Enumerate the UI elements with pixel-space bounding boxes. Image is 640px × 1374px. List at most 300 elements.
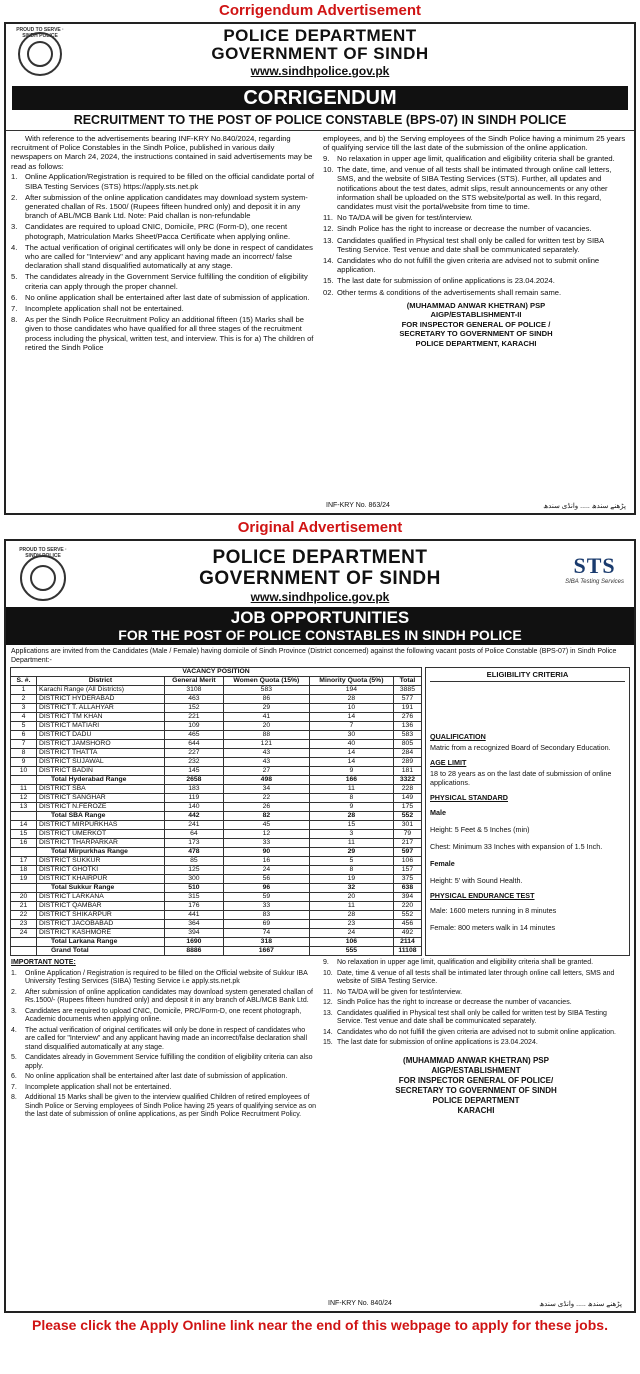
item-number: 13. xyxy=(323,1009,333,1017)
list-item xyxy=(323,236,629,254)
table-cell: 289 xyxy=(393,758,421,767)
table-cell: 109 xyxy=(165,722,224,731)
table-cell: 15 xyxy=(11,830,37,839)
table-cell: 442 xyxy=(165,812,224,821)
table-cell: DISTRICT JAMSHORO xyxy=(37,740,165,749)
list-item xyxy=(323,165,629,211)
table-cell: 9 xyxy=(11,758,37,767)
job-heading: JOB OPPORTUNITIES xyxy=(230,608,410,627)
male-label: Male xyxy=(430,808,446,817)
signature-line: POLICE DEPARTMENT, KARACHI xyxy=(415,338,537,348)
sts-logo-text: STS xyxy=(573,553,616,578)
item-number: 12. xyxy=(323,224,334,234)
table-cell: 82 xyxy=(223,812,309,821)
table-cell: DISTRICT SUKKUR xyxy=(37,857,165,866)
table-cell: 241 xyxy=(165,821,224,830)
table-cell: 41 xyxy=(223,713,309,722)
signature-line: FOR INSPECTOR GENERAL OF POLICE / xyxy=(401,319,551,329)
item-text: Candidates already in Government Service fulfilling the condition of eligibility criteria can also apply. xyxy=(25,1054,313,1070)
table-row xyxy=(11,929,422,938)
table-row xyxy=(11,704,422,713)
item-text: The last date for submission of online applications is 23.04.2024. xyxy=(337,1039,538,1046)
table-row xyxy=(11,947,422,956)
table-cell: 583 xyxy=(393,731,421,740)
signature-line: AIGP/ESTABLISHMENT-II xyxy=(430,310,522,320)
table-row xyxy=(11,749,422,758)
item-text: Candidates who do not fulfill the given criteria are advised not to submit online application. xyxy=(337,255,600,275)
table-cell: 5 xyxy=(309,857,393,866)
table-cell: 106 xyxy=(393,857,421,866)
table-cell: 11 xyxy=(11,785,37,794)
table-cell: 157 xyxy=(393,866,421,875)
chest-text: Chest: Minimum 33 Inches with expansion of 1.5 Inch. xyxy=(430,842,603,851)
list-item xyxy=(11,315,317,352)
table-cell: 227 xyxy=(165,749,224,758)
list-item xyxy=(323,276,629,285)
item-text: Candidates are required to upload CNIC, Domicile, PRC/Form-D, one recent photograph, Academic documents when applying online. xyxy=(25,1007,302,1023)
original-header xyxy=(6,541,634,607)
item-number: 7. xyxy=(11,303,18,313)
table-cell xyxy=(11,848,37,857)
website-link[interactable]: www.sindhpolice.gov.pk xyxy=(250,590,390,604)
table-cell: 13 xyxy=(11,803,37,812)
list-item xyxy=(11,243,317,271)
table-cell: 1690 xyxy=(165,938,224,947)
table-cell: 16 xyxy=(11,839,37,848)
item-text: Sindh Police has the right to increase or decrease the number of vacancies. xyxy=(337,224,592,234)
item-text: Sindh Police has the right to increase or decrease the number of vacancies. xyxy=(337,999,572,1006)
table-cell: 638 xyxy=(393,884,421,893)
signature-line: (MUHAMMAD ANWAR KHETRAN) PSP xyxy=(406,300,546,310)
table-cell: 23 xyxy=(309,920,393,929)
qualification-text: Matric from a recognized Board of Secondary Education. xyxy=(430,743,611,752)
table-row xyxy=(11,776,422,785)
list-item xyxy=(11,172,317,190)
list-item xyxy=(323,213,629,222)
item-number: 10. xyxy=(323,969,333,977)
item-text: As per the Sindh Police Recruitment Policy an additional fifteen (15) Marks shall be given to those candidates who have qualified for all three stages of the recruitment process including the physical, written test, and interview. This is for a) The children of retired the Sindh Police xyxy=(25,315,314,352)
item-text: No online application shall be entertained after last date of submission of application. xyxy=(25,1073,288,1080)
website-link[interactable]: www.sindhpolice.gov.pk xyxy=(250,64,390,78)
department-name: POLICE DEPARTMENT xyxy=(212,547,428,568)
table-cell: 14 xyxy=(309,713,393,722)
table-row xyxy=(11,830,422,839)
table-cell: Total SBA Range xyxy=(37,812,165,821)
table-cell: 3885 xyxy=(393,686,421,695)
notes-items-right xyxy=(323,959,629,1048)
table-cell: 2114 xyxy=(393,938,421,947)
table-cell: DISTRICT DADU xyxy=(37,731,165,740)
table-row xyxy=(11,785,422,794)
table-cell: 34 xyxy=(223,785,309,794)
item-number: 6. xyxy=(11,1073,17,1080)
vacancy-table xyxy=(10,667,422,956)
table-cell: 478 xyxy=(165,848,224,857)
corrigendum-urdu-note: پڑھنے سندھ ..... وانڈی سندھ xyxy=(543,503,626,510)
list-item xyxy=(11,1027,317,1053)
table-cell: 86 xyxy=(223,695,309,704)
job-subheading: FOR THE POST OF POLICE CONSTABLES IN SINDH POLICE xyxy=(118,627,522,643)
notes-right-column xyxy=(323,959,629,1122)
table-cell: 175 xyxy=(393,803,421,812)
original-signature xyxy=(323,1056,629,1116)
table-cell: 301 xyxy=(393,821,421,830)
item-number: 15. xyxy=(323,1039,333,1046)
list-item xyxy=(323,989,629,998)
table-cell: 19 xyxy=(11,875,37,884)
list-item xyxy=(11,1084,317,1093)
table-cell: 64 xyxy=(165,830,224,839)
table-cell: DISTRICT THATTA xyxy=(37,749,165,758)
table-row xyxy=(11,848,422,857)
table-cell: 11 xyxy=(309,839,393,848)
sts-logo xyxy=(565,553,624,585)
item-number: 3. xyxy=(11,1007,17,1015)
table-cell: DISTRICT UMERKOT xyxy=(37,830,165,839)
table-cell: 20 xyxy=(309,893,393,902)
item-text: Incomplete application shall not be entertained. xyxy=(25,1083,172,1091)
table-cell: DISTRICT THARPARKAR xyxy=(37,839,165,848)
table-cell: 33 xyxy=(223,902,309,911)
table-cell: Total Sukkur Range xyxy=(37,884,165,893)
table-cell: DISTRICT TM KHAN xyxy=(37,713,165,722)
notes-items-left xyxy=(11,970,317,1120)
list-item xyxy=(11,193,317,221)
corrigendum-items-left xyxy=(11,172,317,352)
list-item xyxy=(11,989,317,1006)
table-cell: 300 xyxy=(165,875,224,884)
item-number: 9. xyxy=(323,959,329,966)
table-cell: 88 xyxy=(223,731,309,740)
table-cell: 492 xyxy=(393,929,421,938)
item-text: The actual verification of original certificates will only be done in respect of candidates who are called for "Interview" and any applicant having made an incorrect/false declaration shall stand disqualified automatically at any stage. xyxy=(25,1026,308,1051)
table-cell: Karachi Range (All Districts) xyxy=(37,686,165,695)
item-number: 4. xyxy=(11,1026,17,1034)
table-row xyxy=(11,731,422,740)
table-cell: DISTRICT SHIKARPUR xyxy=(37,911,165,920)
item-number: 1. xyxy=(11,172,18,182)
column-header: Women Quota (15%) xyxy=(223,677,309,686)
signature-line: SECRETARY TO GOVERNMENT OF SINDH xyxy=(399,329,553,339)
item-text: The last date for submission of online applications is 23.04.2024. xyxy=(337,276,555,286)
table-cell: 8886 xyxy=(165,947,224,956)
table-cell: 12 xyxy=(223,830,309,839)
table-cell: 83 xyxy=(223,911,309,920)
table-cell: 1 xyxy=(11,686,37,695)
table-cell: DISTRICT MIRPURKHAS xyxy=(37,821,165,830)
table-cell: 10 xyxy=(11,767,37,776)
table-cell: 69 xyxy=(223,920,309,929)
item-text: Candidates are required to upload CNIC, Domicile, PRC (Form-D), one recent photograph, Matriculation Marks Sheet/Pacca Certificate when applying online. xyxy=(25,222,291,241)
list-item xyxy=(11,1094,317,1120)
seal-caption: PROUD TO SERVE · SINDH POLICE xyxy=(19,547,67,559)
table-cell: DISTRICT BADIN xyxy=(37,767,165,776)
corrigendum-header xyxy=(6,24,634,86)
table-cell: DISTRICT KASHMORE xyxy=(37,929,165,938)
list-item xyxy=(323,1039,629,1048)
table-cell: 17 xyxy=(11,857,37,866)
table-cell: 136 xyxy=(393,722,421,731)
table-cell: Total Mirpurkhas Range xyxy=(37,848,165,857)
item-number: 6. xyxy=(11,292,18,302)
table-cell: 220 xyxy=(393,902,421,911)
job-heading-block xyxy=(6,607,634,645)
table-cell: 10 xyxy=(309,704,393,713)
table-cell: 74 xyxy=(223,929,309,938)
table-cell: 3 xyxy=(11,704,37,713)
vacancy-table-title: VACANCY POSITION xyxy=(11,668,422,677)
table-cell xyxy=(11,938,37,947)
table-cell: 125 xyxy=(165,866,224,875)
table-cell: 15 xyxy=(309,821,393,830)
table-cell: 45 xyxy=(223,821,309,830)
table-cell: 217 xyxy=(393,839,421,848)
signature-line: (MUHAMMAD ANWAR KHETRAN) PSP xyxy=(403,1055,549,1065)
table-cell: 152 xyxy=(165,704,224,713)
item-text: The date, time, and venue of all tests shall be intimated through online call letters, SMS, and the website of SIBA Testing Services (STS). Further, all updates and notifications about the test dates, admit slips, result announcements or any other information shall be uploaded on the STS website/portal as well. In this regard, candidates must visit the portal/website from time to time. xyxy=(337,165,612,211)
table-cell: 14 xyxy=(11,821,37,830)
list-item xyxy=(323,256,629,274)
item-number: 1. xyxy=(11,969,17,977)
table-cell: 805 xyxy=(393,740,421,749)
list-item xyxy=(11,970,317,987)
table-row xyxy=(11,857,422,866)
table-cell: Grand Total xyxy=(37,947,165,956)
table-cell: 21 xyxy=(11,902,37,911)
table-cell: DISTRICT HYDERABAD xyxy=(37,695,165,704)
table-cell: Total Larkana Range xyxy=(37,938,165,947)
list-item xyxy=(323,1010,629,1027)
table-cell: 16 xyxy=(223,857,309,866)
list-item xyxy=(11,222,317,240)
corrigendum-ref: INF-KRY No. 863/24 xyxy=(326,502,390,509)
item-text: The candidates already in the Government Service fulfilling the condition of eligibility criteria can apply through the proper channel. xyxy=(25,272,308,291)
female-height-text: Height: 5' with Sound Health. xyxy=(430,876,523,885)
list-item xyxy=(323,999,629,1008)
table-cell: DISTRICT KHAIRPUR xyxy=(37,875,165,884)
table-cell: 79 xyxy=(393,830,421,839)
table-cell: 29 xyxy=(223,704,309,713)
table-cell: 552 xyxy=(393,911,421,920)
apply-online-banner: Please click the Apply Online link near the end of this webpage to apply for these jobs. xyxy=(32,1317,608,1333)
original-advertisement xyxy=(4,539,636,1313)
table-row xyxy=(11,902,422,911)
table-row xyxy=(11,839,422,848)
table-cell: 14 xyxy=(309,749,393,758)
item-number: 12. xyxy=(323,999,333,1006)
corrigendum-advertisement xyxy=(4,22,636,515)
item-text: Incomplete application shall not be entertained. xyxy=(25,303,184,313)
corrigendum-items-right xyxy=(323,154,629,297)
corrigendum-heading: CORRIGENDUM xyxy=(12,86,628,110)
table-cell: 441 xyxy=(165,911,224,920)
table-cell: 149 xyxy=(393,794,421,803)
item-text: Candidates who do not fulfill the given criteria are advised not to submit online application. xyxy=(337,1028,616,1036)
table-cell: 284 xyxy=(393,749,421,758)
table-cell: 3 xyxy=(309,830,393,839)
item-text: No TA/DA will be given for test/interview. xyxy=(337,213,473,223)
item-number: 5. xyxy=(11,272,18,282)
vacancy-table-header xyxy=(11,677,422,686)
corrigendum-subheading: RECRUITMENT TO THE POST OF POLICE CONSTABLE (BPS-07) IN SINDH POLICE xyxy=(6,112,634,131)
table-cell: 456 xyxy=(393,920,421,929)
original-banner: Original Advertisement xyxy=(237,519,403,536)
item-number: 3. xyxy=(11,222,18,232)
table-cell: 3322 xyxy=(393,776,421,785)
table-cell: 28 xyxy=(309,695,393,704)
table-cell: 29 xyxy=(309,848,393,857)
table-cell: 11 xyxy=(309,785,393,794)
male-height-text: Height: 5 Feet & 5 Inches (min) xyxy=(430,825,530,834)
table-cell: 463 xyxy=(165,695,224,704)
table-cell: 20 xyxy=(223,722,309,731)
female-endurance-text: Female: 800 meters walk in 14 minutes xyxy=(430,923,556,932)
item-number: 5. xyxy=(11,1054,17,1061)
table-cell: 173 xyxy=(165,839,224,848)
table-cell: 7 xyxy=(309,722,393,731)
item-number: 11. xyxy=(323,213,333,223)
qualification-heading: QUALIFICATION xyxy=(430,732,486,741)
table-cell: 364 xyxy=(165,920,224,929)
table-cell: 22 xyxy=(11,911,37,920)
table-row xyxy=(11,821,422,830)
column-header: General Merit xyxy=(165,677,224,686)
signature-line: AIGP/ESTABLISHMENT xyxy=(431,1065,521,1075)
item-number: 7. xyxy=(11,1083,17,1091)
table-cell: 5 xyxy=(11,722,37,731)
list-item xyxy=(323,970,629,987)
table-cell: DISTRICT MATIARI xyxy=(37,722,165,731)
item-number: 9. xyxy=(323,153,330,163)
table-cell: 24 xyxy=(223,866,309,875)
table-cell: 24 xyxy=(11,929,37,938)
item-number: 8. xyxy=(11,315,18,325)
table-cell: 232 xyxy=(165,758,224,767)
table-cell: 27 xyxy=(223,767,309,776)
signature-line: POLICE DEPARTMENT xyxy=(432,1095,520,1105)
table-row xyxy=(11,767,422,776)
item-text: The actual verification of original certificates will only be done in respect of candidates who are called for "Interview" and any applicant having made an incorrect/ false declaration shall stand disqualified automatically at any stage. xyxy=(25,242,313,271)
corrigendum-continuation: employees, and b) the Serving employees of the Sindh Police having a minimum 25 years of qualifying service till the last date of the submission of the online application. xyxy=(323,134,626,153)
list-item xyxy=(11,304,317,313)
table-row xyxy=(11,884,422,893)
table-cell: 2 xyxy=(11,695,37,704)
table-row xyxy=(11,812,422,821)
corrigendum-intro: With reference to the advertisements bearing INF-KRY No.840/2024, regarding recruitment of Police Constables in the Sindh Police, published in various daily newspapers on March 24, 2024, the instructions contained in said advertisements may be read as follows: xyxy=(11,134,313,171)
table-cell: 23 xyxy=(11,920,37,929)
column-header: Minority Quota (5%) xyxy=(309,677,393,686)
notes-left-column xyxy=(11,959,317,1122)
signature-line: KARACHI xyxy=(457,1105,495,1115)
sts-caption: SIBA Testing Services xyxy=(565,579,624,585)
eligibility-title: ELIGIBILITY CRITERIA xyxy=(430,670,625,682)
table-cell: DISTRICT QAMBAR xyxy=(37,902,165,911)
item-number: 8. xyxy=(11,1094,17,1101)
table-cell: DISTRICT GHOTKI xyxy=(37,866,165,875)
corrigendum-left-column xyxy=(11,134,317,354)
table-cell: DISTRICT SBA xyxy=(37,785,165,794)
table-cell: 22 xyxy=(223,794,309,803)
age-limit-text: 18 to 28 years as on the last date of submission of online applications. xyxy=(430,769,612,787)
list-item xyxy=(11,293,317,302)
item-text: Candidates qualified in Physical test shall only be called for written test by SIBA Testing Service. Test venue and date shall be communicated separately. xyxy=(337,1009,607,1025)
vacancy-table-wrapper xyxy=(10,667,422,956)
table-cell: 8 xyxy=(11,749,37,758)
table-cell: 4 xyxy=(11,713,37,722)
table-cell: 552 xyxy=(393,812,421,821)
table-cell: 40 xyxy=(309,740,393,749)
corrigendum-signature xyxy=(323,301,629,349)
item-text: No relaxation in upper age limit, qualification and eligibility criteria shall be granted. xyxy=(337,959,594,966)
item-number: 13. xyxy=(323,235,334,245)
item-number: 2. xyxy=(11,192,18,202)
table-cell: 3108 xyxy=(165,686,224,695)
table-cell: 394 xyxy=(393,893,421,902)
item-text: After submission of the online application candidates may download system system-generated challan of Rs. 1500/ (Rupees fifteen hundred only) and deposit it in any branch of ABL/MCB Bank Ltd. Note: Paid challan is non-refundable xyxy=(25,192,308,221)
table-cell: 18 xyxy=(11,866,37,875)
item-number: 14. xyxy=(323,255,334,265)
table-row xyxy=(11,695,422,704)
item-text: Additional 15 Marks shall be given to the interview qualified Children of retired employees of Sindh Police or Serving employees of Sindh Police having 25 years of qualifying service as on the last date of submission of online applications, as per Sindh Police Recruitment Policy. xyxy=(25,1094,317,1118)
item-text: No online application shall be entertained after last date of submission of application. xyxy=(25,292,310,302)
table-cell: 555 xyxy=(309,947,393,956)
table-row xyxy=(11,713,422,722)
table-row xyxy=(11,920,422,929)
list-item xyxy=(323,224,629,233)
table-cell: Total Hyderabad Range xyxy=(37,776,165,785)
table-cell: 183 xyxy=(165,785,224,794)
age-limit-heading: AGE LIMIT xyxy=(430,758,467,767)
police-seal-icon xyxy=(20,555,66,601)
table-cell: 276 xyxy=(393,713,421,722)
job-intro: Applications are invited from the Candidates (Male / Female) having domicile of Sindh Province (District concerned) against the following vacant posts of Police Constable (BPS-07) in Sindh Police Department:- xyxy=(11,648,617,664)
corrigendum-banner: Corrigendum Advertisement xyxy=(219,2,421,19)
table-cell: 28 xyxy=(309,812,393,821)
table-cell: 221 xyxy=(165,713,224,722)
table-cell: DISTRICT N.FEROZE xyxy=(37,803,165,812)
table-row xyxy=(11,794,422,803)
table-row xyxy=(11,758,422,767)
item-text: Online Application / Registration is required to be filled on the Official website of Sukkur IBA University Testing Services (SIBA) Testing Service i.e apply.sts.net.pk xyxy=(25,969,308,985)
list-item xyxy=(11,1073,317,1082)
table-cell: 85 xyxy=(165,857,224,866)
item-text: Online Application/Registration is required to be filled on the official candidate portal of SIBA Testing Services (STS) https://apply.sts.net.pk xyxy=(25,172,315,191)
female-label: Female xyxy=(430,859,455,868)
column-header: Total xyxy=(393,677,421,686)
table-cell: 2658 xyxy=(165,776,224,785)
table-cell: 24 xyxy=(309,929,393,938)
table-cell: 597 xyxy=(393,848,421,857)
table-cell: 121 xyxy=(223,740,309,749)
table-row xyxy=(11,803,422,812)
list-item xyxy=(11,1008,317,1025)
list-item xyxy=(323,288,629,297)
table-cell: 32 xyxy=(309,884,393,893)
table-cell: 19 xyxy=(309,875,393,884)
list-item xyxy=(11,272,317,290)
table-cell: 20 xyxy=(11,893,37,902)
notes-title: IMPORTANT NOTE: xyxy=(11,959,76,966)
table-cell: 181 xyxy=(393,767,421,776)
table-cell: 59 xyxy=(223,893,309,902)
table-row xyxy=(11,893,422,902)
table-row xyxy=(11,866,422,875)
item-number: 2. xyxy=(11,988,17,996)
vacancy-table-body xyxy=(11,686,422,956)
table-cell xyxy=(11,812,37,821)
table-cell: 315 xyxy=(165,893,224,902)
eligibility-criteria xyxy=(425,667,630,956)
